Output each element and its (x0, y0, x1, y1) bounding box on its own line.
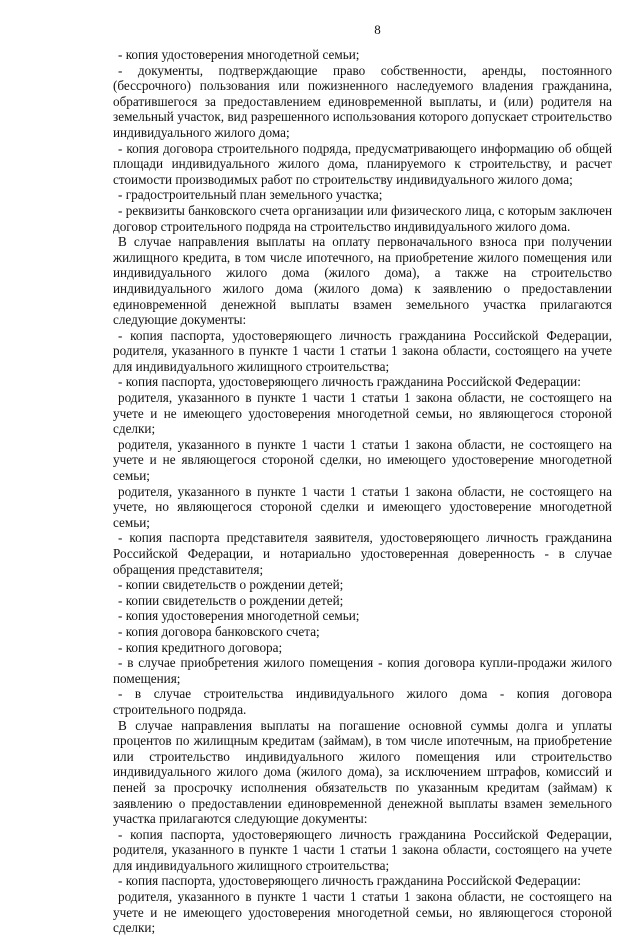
paragraph-13: - копии свидетельств о рождении детей; (118, 577, 344, 593)
paragraph-22: - копия паспорта, удостоверяющего личность гражданина Российской Федерации: (118, 873, 581, 889)
paragraph-23: родителя, указанного в пункте 1 части 1 статьи 1 закона области, не состоящего на учете и не имеющего удостоверения многодетной семьи, но являющегося стороной сделки; (113, 889, 612, 936)
paragraph-5: - реквизиты банковского счета организации или физического лица, с которым заключен договор строительного подряда на строительство индивидуального жилого дома. (113, 202, 612, 234)
paragraph-10: родителя, указанного в пункте 1 части 1 статьи 1 закона области, не состоящего на учете и не являющегося стороной сделки, но имеющего удостоверение многодетной семьи; (113, 436, 612, 484)
paragraph-3: - копия договора строительного подряда, предусматривающего информацию об общей площади индивидуального жилого дома, планируемого к строительству, и расчет стоимости производимых работ по строительству индивидуального жилого дома; (113, 140, 612, 187)
paragraph-1: - копия удостоверения многодетной семьи; (118, 47, 360, 62)
document-body (113, 47, 612, 936)
paragraph-9: родителя, указанного в пункте 1 части 1 статьи 1 закона области, не состоящего на учете и не имеющего удостоверения многодетной семьи, но являющегося стороной сделки; (113, 390, 612, 437)
paragraph-15: - копия удостоверения многодетной семьи; (118, 608, 360, 624)
paragraph-20: В случае направления выплаты на погашение основной суммы долга и уплаты процентов по жилищным кредитам (займам), в том числе ипотечным, на приобретение или строительство индивидуального жилого помещения или строительство индивидуального жилого дома (жилого дома), за исключением штрафов, комиссий и пеней за просрочку исполнения обязательств по указанным кредитам (займам) к заявлению о предоставлении единовременной денежной выплаты взамен земельного участка прилагаются следующие документы: (113, 717, 612, 827)
paragraph-6: В случае направления выплаты на оплату первоначального взноса при получении жилищного кредита, в том числе ипотечного, на приобретение жилого помещения или индивидуального жилого дома (жилого дома), а также на строительство индивидуального жилого дома (жилого дома) к заявлению о предоставлении единовременной денежной выплаты взамен земельного участка прилагаются следующие документы: (113, 234, 612, 328)
paragraph-21: - копия паспорта, удостоверяющего личность гражданина Российской Федерации, родителя, указанного в пункте 1 части 1 статьи 1 закона области, состоящего на учете для индивидуального жилищного строительства; (113, 826, 612, 873)
paragraph-4: - градостроительный план земельного участка; (118, 187, 383, 203)
paragraph-19: - в случае строительства индивидуального жилого дома - копия договора строительного подряда. (113, 686, 612, 717)
paragraph-8: - копия паспорта, удостоверяющего личность гражданина Российской Федерации: (118, 374, 581, 390)
paragraph-2: - документы, подтверждающие право собственности, аренды, постоянного (бессрочного) пользования или пожизненного наследуемого владения гражданина, обратившегося за предоставлением единовременной выплаты, и (или) родителя на земельный участок, вид разрешенного использования которого допускает строительство индивидуального жилого дома; (113, 62, 612, 140)
paragraph-12: - копия паспорта представителя заявителя, удостоверяющего личность гражданина Российской Федерации, и нотариально удостоверенная доверенность - в случае обращения представителя; (113, 530, 612, 577)
page-number: 8 (374, 22, 381, 37)
paragraph-17: - копия кредитного договора; (118, 639, 283, 655)
paragraph-16: - копия договора банковского счета; (118, 623, 320, 639)
paragraph-7: - копия паспорта, удостоверяющего личность гражданина Российской Федерации, родителя, указанного в пункте 1 части 1 статьи 1 закона области, состоящего на учете для индивидуального жилищного строительства; (113, 327, 612, 374)
paragraph-11: родителя, указанного в пункте 1 части 1 статьи 1 закона области, не состоящего на учете, но являющегося стороной сделки и имеющего удостоверение многодетной семьи; (113, 483, 612, 530)
paragraph-18: - в случае приобретения жилого помещения - копия договора купли-продажи жилого помещения; (113, 655, 612, 686)
paragraph-14: - копии свидетельств о рождении детей; (118, 592, 344, 608)
